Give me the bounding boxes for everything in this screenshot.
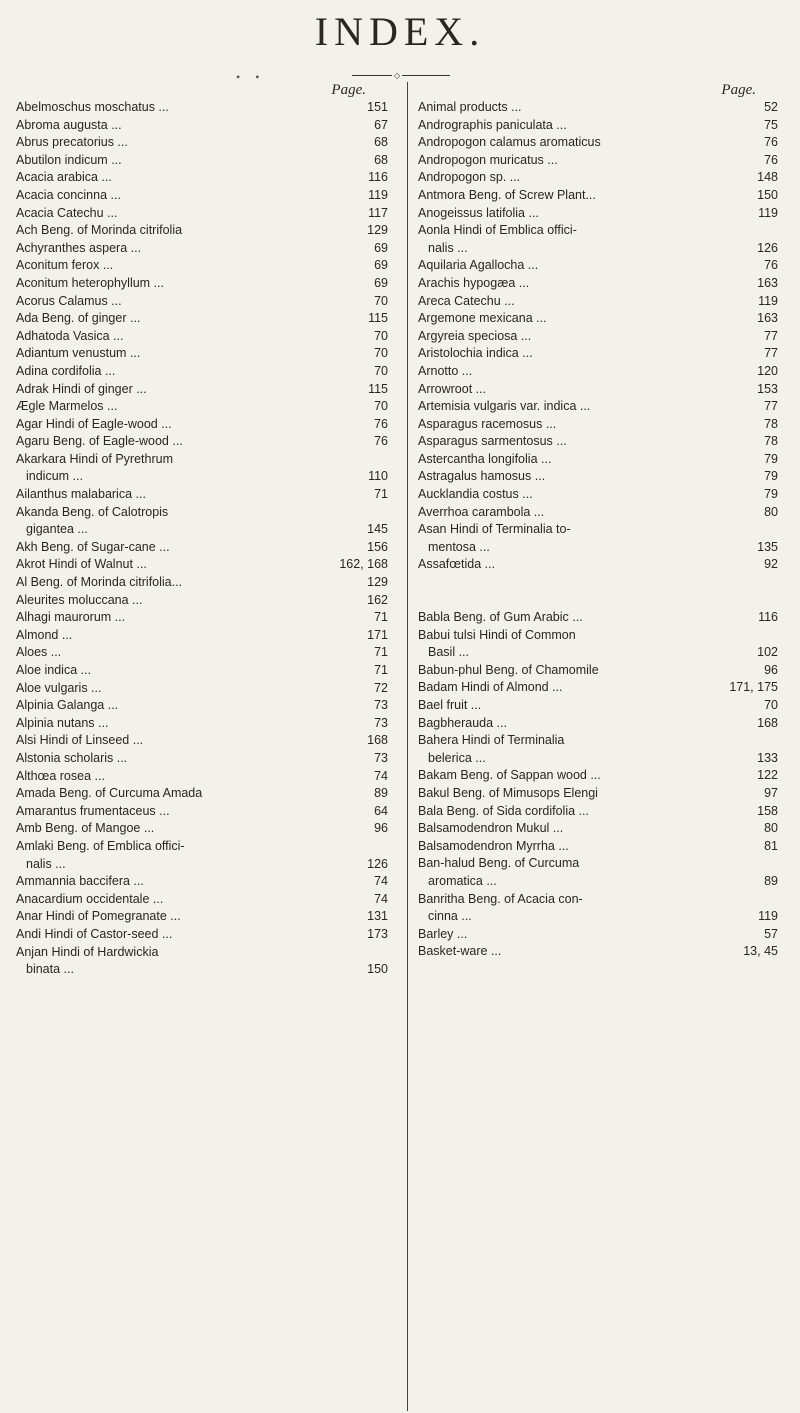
- entry-term: Alhagi maurorum ...: [16, 610, 126, 625]
- entry-term: Astragalus hamosus ...: [418, 469, 546, 484]
- entry-page: 102: [757, 645, 778, 660]
- entry-term: Andropogon muricatus ...: [418, 152, 558, 167]
- index-entry: [16, 345, 388, 363]
- entry-page: 80: [764, 504, 778, 519]
- ornament-dots: • •: [236, 70, 266, 84]
- index-entry: [16, 644, 388, 662]
- index-entry: [16, 662, 388, 680]
- index-entry: [16, 521, 388, 539]
- entry-page: 129: [367, 223, 388, 238]
- entry-term: Asparagus racemosus ...: [418, 416, 557, 431]
- index-entry: [16, 504, 388, 522]
- entry-term: Assafœtida ...: [418, 557, 496, 572]
- entry-term: Ada Beng. of ginger ...: [16, 311, 141, 326]
- index-entry: [418, 855, 778, 873]
- entry-term: Andropogon calamus aromaticus: [418, 135, 601, 150]
- index-entry: [16, 592, 388, 610]
- entry-term: Abroma augusta ...: [16, 117, 122, 132]
- index-entry: [418, 644, 778, 662]
- entry-term: nalis ...: [428, 240, 468, 255]
- index-entry: [16, 117, 388, 135]
- entry-page: 70: [764, 698, 778, 712]
- entry-page: 92: [764, 557, 778, 572]
- entry-term: Alstonia scholaris ...: [16, 750, 128, 765]
- entry-page: 96: [374, 821, 388, 836]
- index-entries-right-a: [418, 99, 778, 574]
- index-entry: [418, 715, 778, 733]
- entry-term: mentosa ...: [428, 539, 490, 554]
- entry-page: 129: [367, 575, 388, 590]
- index-entry: [418, 257, 778, 275]
- entry-term: indicum ...: [26, 469, 83, 484]
- entry-page: 69: [374, 240, 388, 255]
- entry-page: 97: [764, 785, 778, 800]
- entry-term: Bala Beng. of Sida cordifolia ...: [418, 803, 589, 818]
- entry-term: Acacia concinna ...: [16, 187, 121, 202]
- entry-term: Agaru Beng. of Eagle-wood ...: [16, 434, 183, 449]
- index-entry: [16, 275, 388, 293]
- index-entry: [418, 240, 778, 258]
- entry-term: Abutilon indicum ...: [16, 152, 122, 167]
- entry-page: 76: [764, 258, 778, 273]
- entry-page: 171: [367, 627, 388, 642]
- entry-term: Akarkara Hindi of Pyrethrum: [16, 451, 174, 466]
- entry-term: Alpinia Galanga ...: [16, 698, 119, 713]
- entry-term: Basil ...: [428, 645, 469, 660]
- page-title: INDEX.: [314, 9, 486, 54]
- index-entry: [16, 433, 388, 451]
- entry-term: Badam Hindi of Almond ...: [418, 680, 563, 695]
- entry-page: 171, 175: [729, 680, 778, 695]
- index-entry: [16, 873, 388, 891]
- entry-term: Andi Hindi of Castor-seed ...: [16, 926, 173, 941]
- entry-page: 119: [758, 909, 778, 924]
- entry-term: Abrus precatorius ...: [16, 135, 128, 150]
- index-entry: [418, 134, 778, 152]
- entry-term: Ailanthus malabarica ...: [16, 487, 146, 502]
- entry-page: 122: [757, 768, 778, 783]
- index-entry: [418, 662, 778, 680]
- entry-term: Alsi Hindi of Linseed ...: [16, 733, 144, 748]
- entry-term: Amarantus frumentaceus ...: [16, 803, 170, 818]
- right-column: [418, 82, 778, 961]
- entry-page: 78: [764, 416, 778, 431]
- entry-page: 71: [374, 663, 388, 677]
- entry-page: 81: [764, 838, 778, 853]
- entry-page: 76: [764, 152, 778, 167]
- entry-term: Amb Beng. of Mangoe ...: [16, 821, 155, 836]
- entry-term: Bael fruit ...: [418, 698, 482, 712]
- entry-term: Abelmoschus moschatus ...: [16, 100, 169, 114]
- index-entry: [418, 293, 778, 311]
- index-entries-left: [16, 99, 388, 979]
- index-entry: [16, 609, 388, 627]
- index-entry: [418, 99, 778, 117]
- index-entry: [418, 486, 778, 504]
- entry-term: Argemone mexicana ...: [418, 311, 547, 326]
- entry-page: 70: [374, 293, 388, 308]
- entry-page: 145: [367, 522, 388, 537]
- entry-page: 71: [374, 487, 388, 502]
- index-entry: [16, 293, 388, 311]
- entry-page: 74: [374, 874, 388, 889]
- entry-term: Amlaki Beng. of Emblica offici-: [16, 838, 185, 853]
- entry-term: Arrowroot ...: [418, 381, 487, 396]
- index-entry: [418, 152, 778, 170]
- entry-page: 76: [374, 416, 388, 431]
- entry-page: 115: [368, 311, 388, 326]
- index-entry: [418, 381, 778, 399]
- index-entry: [16, 785, 388, 803]
- index-entry: [16, 398, 388, 416]
- index-entry: [16, 468, 388, 486]
- index-entry: [418, 205, 778, 223]
- entry-page: 117: [368, 205, 388, 220]
- page-column-header: Page.: [721, 82, 756, 98]
- entry-term: aromatica ...: [428, 873, 497, 888]
- index-entry: [16, 539, 388, 557]
- index-entry: [16, 99, 388, 117]
- entry-term: Andropogon sp. ...: [418, 170, 521, 185]
- index-entry: [16, 240, 388, 258]
- index-entry: [418, 838, 778, 856]
- index-entry: [418, 556, 778, 574]
- entry-page: 79: [764, 487, 778, 502]
- left-column: [16, 82, 388, 979]
- entry-page: 135: [757, 539, 778, 554]
- entry-page: 151: [367, 100, 388, 114]
- entry-page: 71: [374, 610, 388, 625]
- entry-page: 89: [764, 873, 778, 888]
- entry-page: 133: [757, 750, 778, 765]
- index-entry: [16, 768, 388, 786]
- section-gap: [418, 574, 778, 609]
- entry-term: Althœa rosea ...: [16, 768, 105, 783]
- entry-page: 126: [367, 856, 388, 871]
- entry-page: 64: [374, 803, 388, 818]
- entry-page: 79: [764, 451, 778, 466]
- index-entry: [418, 767, 778, 785]
- index-entry: [418, 398, 778, 416]
- index-entry: [16, 416, 388, 434]
- entry-page: 74: [374, 891, 388, 906]
- entry-page: 148: [757, 170, 778, 185]
- entry-page: 13, 45: [743, 944, 778, 959]
- index-entry: [16, 926, 388, 944]
- index-entry: [418, 187, 778, 205]
- entry-page: 163: [757, 275, 778, 290]
- entry-page: 126: [757, 240, 778, 255]
- entry-page: 70: [374, 399, 388, 414]
- entry-term: Aucklandia costus ...: [418, 487, 533, 502]
- entry-term: Babui tulsi Hindi of Common: [418, 627, 576, 642]
- entry-page: 71: [374, 645, 388, 660]
- entry-page: 119: [758, 205, 778, 220]
- entry-term: Basket-ware ...: [418, 944, 502, 959]
- entry-term: Acacia Catechu ...: [16, 205, 118, 220]
- entry-page: 162, 168: [339, 557, 388, 572]
- index-entry: [418, 803, 778, 821]
- entry-term: Aleurites moluccana ...: [16, 592, 143, 607]
- index-entry: [16, 363, 388, 381]
- entry-page: 96: [764, 662, 778, 677]
- index-entry: [418, 679, 778, 697]
- entry-term: Adiantum venustum ...: [16, 346, 141, 361]
- index-entry: [418, 891, 778, 909]
- entry-page: 73: [374, 715, 388, 730]
- entry-term: Argyreia speciosa ...: [418, 328, 532, 343]
- entry-page: 76: [764, 135, 778, 150]
- entry-page: 116: [368, 170, 388, 185]
- entry-page: 73: [374, 698, 388, 713]
- entry-term: Astercantha longifolia ...: [418, 451, 552, 466]
- index-entry: [418, 169, 778, 187]
- diamond-ornament-icon: ◇: [394, 71, 401, 80]
- index-entry: [16, 838, 388, 856]
- entry-page: 119: [368, 187, 388, 202]
- entry-page: 116: [758, 610, 778, 625]
- index-entry: [418, 433, 778, 451]
- index-entry: [16, 627, 388, 645]
- entry-term: Bagbherauda ...: [418, 715, 507, 730]
- entry-term: Aconitum ferox ...: [16, 258, 114, 273]
- entry-page: 68: [374, 135, 388, 150]
- entry-page: 156: [367, 539, 388, 554]
- entry-term: Arnotto ...: [418, 363, 473, 378]
- entry-term: Arachis hypogæa ...: [418, 275, 530, 290]
- entry-term: Adhatoda Vasica ...: [16, 328, 124, 343]
- index-entry: [418, 943, 778, 961]
- entry-term: Anjan Hindi of Hardwickia: [16, 944, 159, 959]
- index-entry: [418, 697, 778, 715]
- entry-term: Barley ...: [418, 926, 468, 941]
- index-entry: [418, 416, 778, 434]
- index-entry: [418, 521, 778, 539]
- entry-page: 158: [757, 803, 778, 818]
- entry-term: Agar Hindi of Eagle-wood ...: [16, 416, 172, 431]
- index-entry: [418, 222, 778, 240]
- entry-term: Bahera Hindi of Terminalia: [418, 733, 565, 748]
- entry-term: binata ...: [26, 962, 74, 977]
- entry-page: 150: [367, 962, 388, 977]
- index-entry: [16, 856, 388, 874]
- entry-term: Babun-phul Beng. of Chamomile: [418, 662, 599, 677]
- entry-page: 75: [764, 117, 778, 132]
- entry-page: 162: [367, 592, 388, 607]
- index-entry: [16, 328, 388, 346]
- index-entry: [16, 310, 388, 328]
- index-entry: [16, 205, 388, 223]
- index-entry: [16, 803, 388, 821]
- entry-page: 73: [374, 750, 388, 765]
- index-entry: [418, 363, 778, 381]
- index-entry: [418, 732, 778, 750]
- entry-page: 110: [368, 469, 388, 484]
- index-entry: [16, 486, 388, 504]
- entry-term: Acacia arabica ...: [16, 170, 112, 185]
- entry-term: Areca Catechu ...: [418, 293, 515, 308]
- entry-page: 168: [757, 715, 778, 730]
- index-entry: [418, 820, 778, 838]
- entry-term: Ach Beng. of Morinda citrifolia: [16, 223, 183, 238]
- index-entry: [16, 697, 388, 715]
- index-entry: [418, 117, 778, 135]
- entry-term: Anar Hindi of Pomegranate ...: [16, 909, 181, 924]
- entry-term: Ammannia baccifera ...: [16, 874, 144, 889]
- entry-page: 57: [764, 926, 778, 941]
- entry-term: Akrot Hindi of Walnut ...: [16, 557, 147, 572]
- entry-term: cinna ...: [428, 909, 472, 924]
- entry-page: 72: [374, 680, 388, 695]
- entry-term: Alpinia nutans ...: [16, 715, 109, 730]
- entry-term: Ægle Marmelos ...: [16, 399, 118, 414]
- entry-page: 68: [374, 152, 388, 167]
- index-entry: [16, 134, 388, 152]
- index-entry: [418, 468, 778, 486]
- entry-term: Aloe indica ...: [16, 663, 92, 677]
- entry-term: Balsamodendron Mukul ...: [418, 821, 564, 836]
- entry-term: Adina cordifolia ...: [16, 363, 116, 378]
- entry-page: 77: [764, 399, 778, 414]
- entry-page: 69: [374, 275, 388, 290]
- index-entry: [418, 627, 778, 645]
- index-entry: [16, 222, 388, 240]
- index-entry: [418, 873, 778, 891]
- entry-page: 78: [764, 434, 778, 449]
- index-entry: [418, 275, 778, 293]
- index-entry: [16, 750, 388, 768]
- entry-page: 69: [374, 258, 388, 273]
- entry-term: Ban-halud Beng. of Curcuma: [418, 856, 580, 871]
- index-entry: [16, 715, 388, 733]
- index-entry: [16, 574, 388, 592]
- entry-term: Bakul Beng. of Mimusops Elengi: [418, 785, 598, 800]
- entry-page: 76: [374, 434, 388, 449]
- column-divider: [407, 82, 408, 1411]
- entry-page: 80: [764, 821, 778, 836]
- index-entry: [16, 891, 388, 909]
- entry-page: 153: [757, 381, 778, 396]
- entry-page: 74: [374, 768, 388, 783]
- index-entries-right-b: [418, 609, 778, 961]
- entry-page: 131: [367, 909, 388, 924]
- entry-page: 77: [764, 346, 778, 361]
- entry-term: Aloes ...: [16, 645, 62, 660]
- index-entry: [16, 381, 388, 399]
- entry-term: Anogeissus latifolia ...: [418, 205, 539, 220]
- index-entry: [16, 944, 388, 962]
- entry-page: 70: [374, 328, 388, 343]
- entry-page: 163: [757, 311, 778, 326]
- entry-page: 89: [374, 786, 388, 801]
- entry-term: Al Beng. of Morinda citrifolia...: [16, 575, 183, 590]
- index-entry: [418, 609, 778, 627]
- index-entry: [418, 926, 778, 944]
- entry-term: Animal products ...: [418, 100, 522, 114]
- entry-term: belerica ...: [428, 750, 486, 765]
- entry-term: Aquilaria Agallocha ...: [418, 258, 539, 273]
- index-entry: [16, 820, 388, 838]
- index-entry: [16, 556, 388, 574]
- entry-term: Acorus Calamus ...: [16, 293, 122, 308]
- entry-term: Balsamodendron Myrrha ...: [418, 838, 569, 853]
- index-entry: [418, 345, 778, 363]
- index-entry: [16, 451, 388, 469]
- entry-page: 70: [374, 346, 388, 361]
- index-entry: [16, 152, 388, 170]
- index-entry: [16, 257, 388, 275]
- entry-term: Adrak Hindi of ginger ...: [16, 381, 147, 396]
- index-entry: [16, 732, 388, 750]
- entry-term: Achyranthes aspera ...: [16, 240, 142, 255]
- entry-term: Akanda Beng. of Calotropis: [16, 504, 169, 519]
- entry-term: Aconitum heterophyllum ...: [16, 275, 164, 290]
- index-entry: [16, 908, 388, 926]
- entry-page: 120: [757, 363, 778, 378]
- entry-term: Amada Beng. of Curcuma Amada: [16, 786, 203, 801]
- entry-term: Asparagus sarmentosus ...: [418, 434, 567, 449]
- index-entry: [418, 908, 778, 926]
- index-entry: [418, 504, 778, 522]
- index-entry: [16, 187, 388, 205]
- entry-term: Antmora Beng. of Screw Plant...: [418, 187, 596, 202]
- entry-page: 115: [368, 381, 388, 396]
- entry-page: 67: [374, 117, 388, 132]
- index-entry: [418, 451, 778, 469]
- entry-term: Andrographis paniculata ...: [418, 117, 567, 132]
- index-entry: [418, 310, 778, 328]
- index-entry: [418, 539, 778, 557]
- index-entry: [418, 785, 778, 803]
- entry-page: 79: [764, 469, 778, 484]
- entry-page: 168: [367, 733, 388, 748]
- page-column-header: Page.: [331, 82, 366, 98]
- index-entry: [418, 750, 778, 768]
- entry-term: Akh Beng. of Sugar-cane ...: [16, 539, 170, 554]
- entry-term: Aristolochia indica ...: [418, 346, 533, 361]
- entry-term: Anacardium occidentale ...: [16, 891, 164, 906]
- entry-page: 150: [757, 187, 778, 202]
- entry-term: Bakam Beng. of Sappan wood ...: [418, 768, 601, 783]
- entry-term: Banritha Beng. of Acacia con-: [418, 891, 583, 906]
- entry-term: Babla Beng. of Gum Arabic ...: [418, 610, 583, 625]
- entry-page: 70: [374, 363, 388, 378]
- index-entry: [16, 961, 388, 979]
- entry-page: 77: [764, 328, 778, 343]
- entry-page: 173: [367, 926, 388, 941]
- entry-term: Aloe vulgaris ...: [16, 680, 102, 695]
- index-entry: [418, 328, 778, 346]
- entry-term: gigantea ...: [26, 522, 88, 537]
- entry-term: Asan Hindi of Terminalia to-: [418, 522, 571, 537]
- entry-term: Artemisia vulgaris var. indica ...: [418, 399, 591, 414]
- entry-term: Aonla Hindi of Emblica offici-: [418, 223, 577, 238]
- entry-term: nalis ...: [26, 856, 66, 871]
- entry-term: Averrhoa carambola ...: [418, 504, 545, 519]
- index-entry: [16, 680, 388, 698]
- entry-page: 52: [764, 100, 778, 114]
- index-entry: [16, 169, 388, 187]
- entry-term: Almond ...: [16, 627, 73, 642]
- entry-page: 119: [758, 293, 778, 308]
